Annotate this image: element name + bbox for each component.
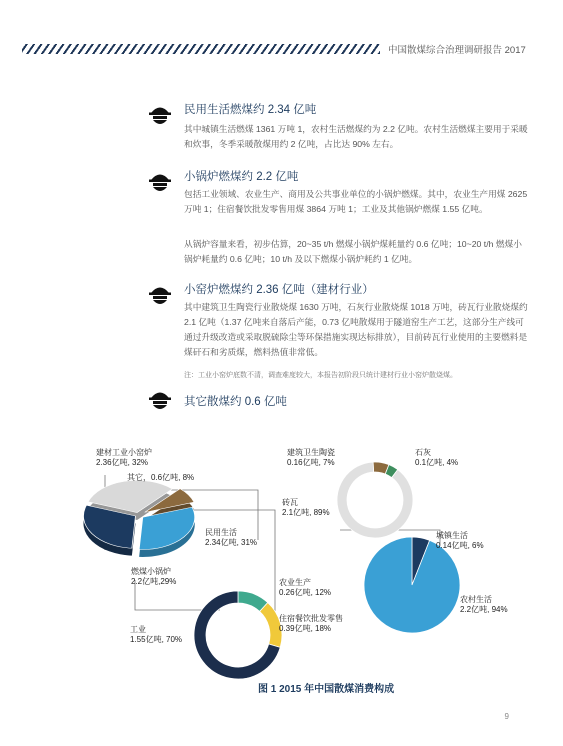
section-title: 小锅炉燃煤约 2.2 亿吨 <box>184 171 299 183</box>
slice-value: 1.55亿吨, 70% <box>130 635 183 644</box>
slice-value: 0.1亿吨, 4% <box>415 458 459 467</box>
slice-label: 石灰 <box>415 448 431 457</box>
section-title: 其它散煤约 0.6 亿吨 <box>184 396 287 408</box>
boiler-donut <box>194 591 282 679</box>
slice-label: 工业 <box>130 625 146 634</box>
slice-value: 2.34亿吨, 31% <box>205 538 258 547</box>
slice-value: 2.2亿吨, 94% <box>460 605 508 614</box>
label-res-urban <box>436 531 484 551</box>
kiln-donut <box>337 462 413 538</box>
figure-svg <box>0 430 563 720</box>
label-main-residential <box>205 528 257 548</box>
worker-helmet-icon <box>146 280 174 308</box>
slice-label: 建材工业小窑炉 <box>96 448 152 457</box>
page-number: 9 <box>504 712 509 721</box>
section-body: 其中建筑卫生陶瓷行业散烧煤 1630 万吨，石灰行业散烧煤 1018 万吨，砖瓦行业散烧煤约 2.1 亿吨（1.37 亿吨来自落后产能，0.73 亿吨散煤用于隧道窑生产工艺，这部分生产线可通过升级改造或采取脱硫除尘等环保措施实现达标排放），目前砖瓦行业使用的主要燃料是煤矸石和劣质煤，燃料热值非常低。 <box>184 302 528 357</box>
pie-slice <box>364 537 460 633</box>
slice-label: 民用生活 <box>205 528 237 537</box>
label-boiler-agri <box>279 578 331 598</box>
slice-value: 0.14亿吨, 6% <box>436 541 484 550</box>
label-main-other: 其它，0.6亿吨, 8% <box>127 473 195 482</box>
section-body: 包括工业领域、农业生产、商用及公共事业单位的小锅炉燃煤。其中，农业生产用煤 2625 万吨 1；住宿餐饮批发零售用煤 3864 万吨 1；工业及其他锅炉燃煤 1.55 亿吨。 <box>184 189 528 214</box>
slice-value: 0.26亿吨, 12% <box>279 588 332 597</box>
slice-label: 城镇生活 <box>436 531 468 540</box>
slice-label: 其它 <box>127 473 143 482</box>
worker-helmet-icon <box>146 100 174 128</box>
section-small-boiler <box>146 167 536 272</box>
label-boiler-industry <box>130 625 182 645</box>
label-main-kiln <box>96 448 152 468</box>
residential-pie <box>364 537 460 633</box>
section-small-kiln <box>146 280 536 385</box>
slice-value: 0.6亿吨, 8% <box>151 473 195 482</box>
section-title: 小窑炉燃煤约 2.36 亿吨（建材行业） <box>184 284 374 296</box>
label-kiln-lime <box>415 448 458 468</box>
pie-slice <box>139 507 195 549</box>
section-body: 其中城镇生活燃煤 1361 万吨 1，农村生活燃煤约为 2.2 亿吨。农村生活燃煤主要用于采暖和炊事，冬季采暖散煤用约 2 亿吨，占比达 90% 左右。 <box>184 124 528 149</box>
slice-label: 住宿餐饮批发零售 <box>279 614 343 623</box>
slice-label: 燃煤小锅炉 <box>131 567 171 576</box>
slice-value: 2.2亿吨,29% <box>131 577 177 586</box>
worker-helmet-icon <box>146 385 174 413</box>
slice-label: 建筑卫生陶瓷 <box>287 448 335 457</box>
report-title: 中国散煤综合治理调研报告 2017 <box>388 45 526 56</box>
slice-value: 2.36亿吨, 32% <box>96 458 149 467</box>
section-body-2: 从锅炉容量来看，初步估算，20~35 t/h 燃煤小锅炉煤耗量约 0.6 亿吨；10~20 t/h 燃煤小锅炉耗量约 0.6 亿吨；10 t/h 及以下燃煤小锅炉耗约 1 亿吨。 <box>184 239 522 264</box>
slice-value: 0.39亿吨, 18% <box>279 624 332 633</box>
section-residential <box>146 100 536 160</box>
pie-slice <box>337 462 413 538</box>
header-stripe <box>22 44 380 54</box>
figure-area <box>0 430 563 720</box>
section-note: 注：工业小窑炉底数不清，调查难度较大，本报告初阶段只统计建材行业小窑炉散烧煤。 <box>184 372 457 379</box>
worker-helmet-icon <box>146 167 174 195</box>
slice-value: 2.1亿吨, 89% <box>282 508 330 517</box>
label-kiln-ceramic <box>287 448 335 468</box>
figure-caption: 图 1 2015 年中国散煤消费构成 <box>258 684 395 695</box>
slice-label: 砖瓦 <box>282 498 298 507</box>
label-boiler-hospitality <box>279 614 343 634</box>
slice-label: 农村生活 <box>460 595 492 604</box>
slice-label: 农业生产 <box>279 578 311 587</box>
label-res-rural <box>460 595 508 615</box>
label-kiln-brick <box>282 498 330 518</box>
label-main-boiler <box>131 567 176 587</box>
main-pie <box>83 480 194 557</box>
section-other <box>146 385 536 415</box>
slice-value: 0.16亿吨, 7% <box>287 458 335 467</box>
section-title: 民用生活燃煤约 2.34 亿吨 <box>184 104 317 116</box>
